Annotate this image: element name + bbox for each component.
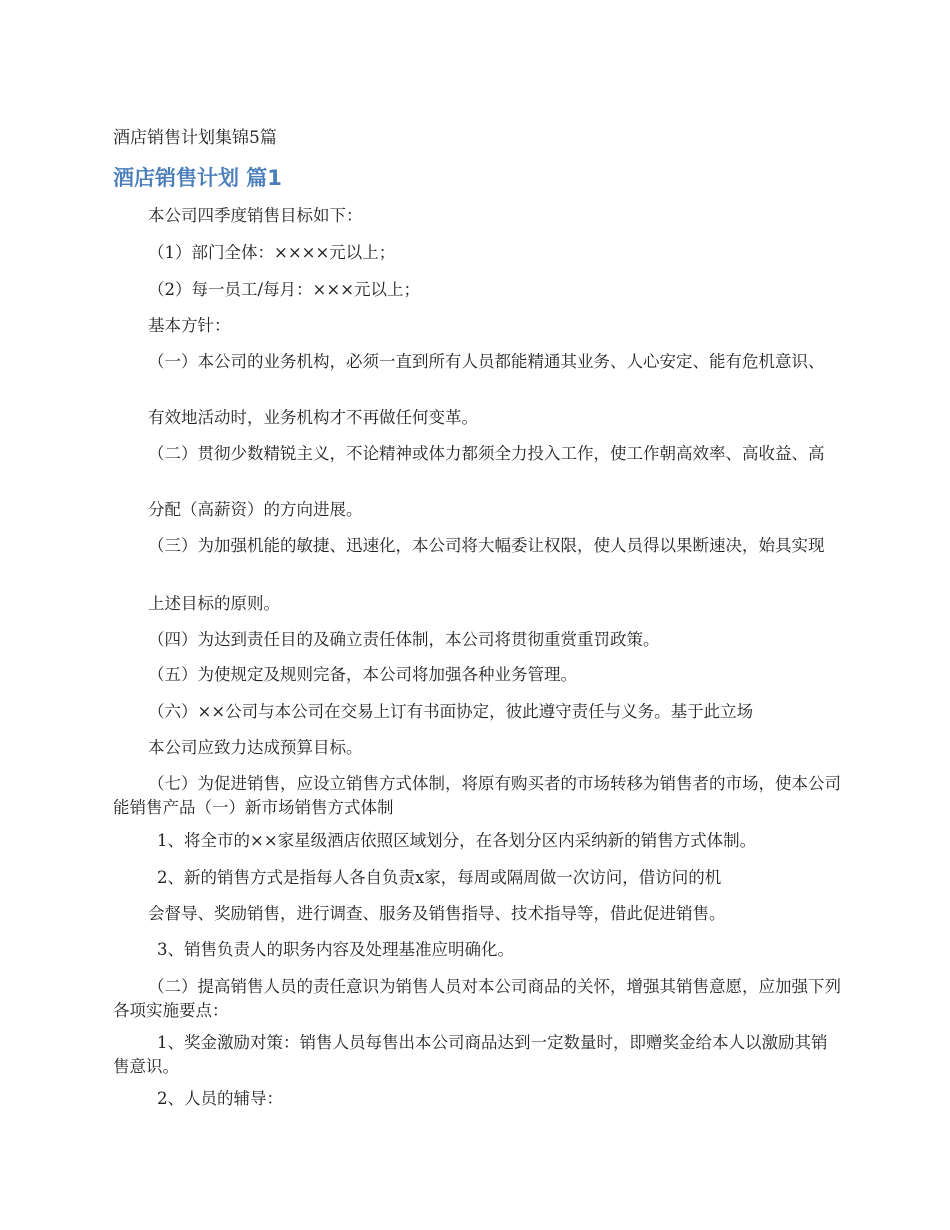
paragraph-target-employee: （2）每一员工/每月：×××元以上； xyxy=(148,280,421,299)
paragraph-bonus-incentive: 1、奖金激励对策：销售人员每售出本公司商品达到一定数量时，即赠奖金给本人以激励其销售意识。 xyxy=(113,1033,828,1076)
paragraph-basic-policy: 基本方针： xyxy=(148,316,231,335)
document-title: 酒店销售计划集锦5篇 xyxy=(113,128,277,148)
paragraph-item-2: 2、新的销售方式是指每人各自负责x家，每周或隔周做一次访问，借访问的机 xyxy=(157,868,722,887)
paragraph-policy-2-cont: 分配（高薪资）的方向进展。 xyxy=(148,500,363,519)
paragraph-policy-6-cont: 本公司应致力达成预算目标。 xyxy=(148,738,363,757)
paragraph-staff-coaching: 2、人员的辅导： xyxy=(157,1089,283,1108)
paragraph-policy-1-cont: 有效地活动时，业务机构才不再做任何变革。 xyxy=(148,408,478,427)
paragraph-policy-5: （五）为使规定及规则完备，本公司将加强各种业务管理。 xyxy=(148,665,577,684)
paragraph-policy-3: （三）为加强机能的敏捷、迅速化，本公司将大幅委让权限，使人员得以果断速决，始具实现 xyxy=(148,536,825,555)
paragraph-policy-3-cont: 上述目标的原则。 xyxy=(148,594,280,613)
paragraph-responsibility: （二）提高销售人员的责任意识为销售人员对本公司商品的关怀，增强其销售意愿，应加强下列各项实施要点： xyxy=(113,977,841,1020)
paragraph-target-dept: （1）部门全体：××××元以上； xyxy=(148,243,396,262)
paragraph-sales-target: 本公司四季度销售目标如下： xyxy=(148,206,363,225)
paragraph-policy-4: （四）为达到责任目的及确立责任体制，本公司将贯彻重赏重罚政策。 xyxy=(148,630,660,649)
paragraph-item-2-cont: 会督导、奖励销售，进行调查、服务及销售指导、技术指导等，借此促进销售。 xyxy=(148,904,726,923)
paragraph-policy-6: （六）××公司与本公司在交易上订有书面协定，彼此遵守责任与义务。基于此立场 xyxy=(148,702,754,721)
paragraph-policy-2: （二）贯彻少数精锐主义，不论精神或体力都须全力投入工作，使工作朝高效率、高收益、高 xyxy=(148,444,825,463)
paragraph-policy-1: （一）本公司的业务机构，必须一直到所有人员都能精通其业务、人心安定、能有危机意识、 xyxy=(148,352,825,371)
paragraph-item-1: 1、将全市的××家星级酒店依照区域划分，在各划分区内采纳新的销售方式体制。 xyxy=(157,831,757,850)
paragraph-policy-7: （七）为促进销售，应设立销售方式体制，将原有购买者的市场转移为销售者的市场，使本公司能销售产品（一）新市场销售方式体制 xyxy=(113,774,841,817)
section-heading: 酒店销售计划 篇1 xyxy=(113,166,282,190)
paragraph-item-3: 3、销售负责人的职务内容及处理基准应明确化。 xyxy=(157,940,514,959)
